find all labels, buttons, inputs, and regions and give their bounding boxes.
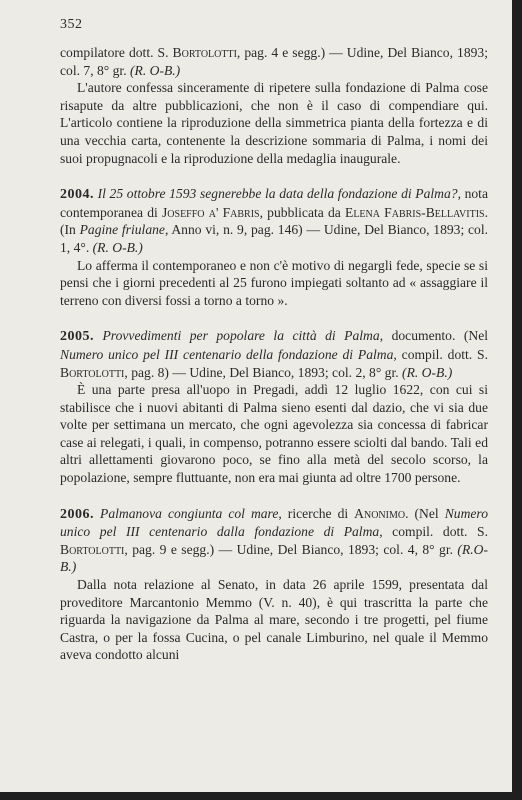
- entry-author: Joseffo a' Fabris: [162, 204, 260, 220]
- entry-2005: [60, 327, 488, 486]
- source-title: Numero unico pel III centenario della fondazione di Palma: [60, 346, 394, 362]
- page-number: 352: [60, 17, 83, 32]
- library-location: (R. O-B.): [92, 239, 143, 255]
- entry-number: 2005.: [60, 329, 94, 345]
- entry-reference: 2006. Palmanova congiunta col mare, ricerche di Anonimo. (Nel Numero unico pel III centenario dalla fondazione di Palma, compil. dott. S. Bortolotti, pag. 9 e segg.) — Udine, Del Bianco, 1893; col. 4, 8° gr. (R.O-B.): [60, 505, 488, 575]
- source-title: Numero unico pel III centenario dalla fondazione di Palma: [60, 505, 488, 540]
- entry-reference: 2004. Il 25 ottobre 1593 segnerebbe la data della fondazione di Palma?, nota contemporanea di Joseffo a' Fabris, pubblicata da Elena Fabris-Bellavitis. (In Pagine friulane, Anno vi, n. 9, pag. 146) — Udine, Del Bianco, 1893; col. 1, 4°. (R. O-B.): [60, 186, 489, 255]
- source-title: Pagine friulane: [79, 222, 165, 238]
- page-content: [60, 44, 488, 664]
- library-location: (R. O-B.): [130, 62, 181, 78]
- entry-body: È una parte presa all'uopo in Pregadi, addì 12 luglio 1622, con cui si stabilisce che i nuovi abitanti di Palma sieno esenti dal dazio, che vi sia due volte per settimana un mercato, che ogni agevolezza sia concessa di fabricar case ai relegati, i quali, in compenso, potranno essere sciolti dal bando. Tali ed altri allettamenti giovarono poco, se fino alla metà del secolo scorso, la popolazione, sempre fluttuante, non era mai giunta ad oltre 1700 persone.: [60, 382, 488, 486]
- entry-body: L'autore confessa sinceramente di ripetere sulla fondazione di Palma cose risapute da altre pubblicazioni, che non è il caso di compendiare qui. L'articolo contiene la riproduzione della simmetrica pianta della fortezza e di una vecchia carta, contenente la descrizione sommaria di Palma, i nomi dei suoi propugnacoli e la riproduzione della medaglia inaugurale.: [60, 80, 488, 166]
- entry-title: Palmanova congiunta col mare: [100, 505, 279, 521]
- entry-reference: 2005. Provvedimenti per popolare la città di Palma, documento. (Nel Numero unico pel III centenario della fondazione di Palma, compil. dott. S. Bortolotti, pag. 8) — Udine, Del Bianco, 1893; col. 2, 8° gr. (R. O-B.): [60, 328, 489, 380]
- entry-title: Il 25 ottobre 1593 segnerebbe la data della fondazione di Palma?: [97, 186, 458, 202]
- library-location: (R. O-B.): [402, 364, 453, 380]
- entry-editor: Elena Fabris-Bellavitis: [345, 204, 485, 220]
- entry-body: Lo afferma il contemporaneo e non c'è motivo di negargli fede, specie se si pensi che i giorni precedenti al 25 furono impiegati soltanto ad « assaggiare il terreno con diversi fossi a torno a torno ».: [60, 257, 488, 308]
- entry-2004: [60, 185, 488, 309]
- entry-reference: compilatore dott. S. Bortolotti, pag. 4 e segg.) — Udine, Del Bianco, 1893; col. 7, 8° gr. (R. O-B.): [60, 45, 488, 78]
- entry-2006: [60, 505, 488, 664]
- entry-body: Dalla nota relazione al Senato, in data 26 aprile 1599, presentata dal proveditore Marcantonio Memmo (V. n. 40), è qui trascritta la parte che riguarda la navigazione da Palma al mare, secondo i tre progetti, pel fiume Castra, o per la fossa Cucina, o pel canale Limburino, nel quale il Memmo aveva condotto alcuni: [60, 577, 488, 663]
- entry-compiler: Bortolotti: [60, 364, 125, 380]
- continued-entry: [60, 44, 488, 167]
- entry-number: 2004.: [60, 187, 94, 203]
- library-location: (R.O-B.): [60, 541, 488, 575]
- entry-number: 2006.: [60, 506, 94, 522]
- entry-title: Provvedimenti per popolare la città di Palma: [102, 328, 380, 344]
- entry-author: Anonimo: [354, 505, 406, 521]
- entry-compiler: Bortolotti: [60, 541, 125, 557]
